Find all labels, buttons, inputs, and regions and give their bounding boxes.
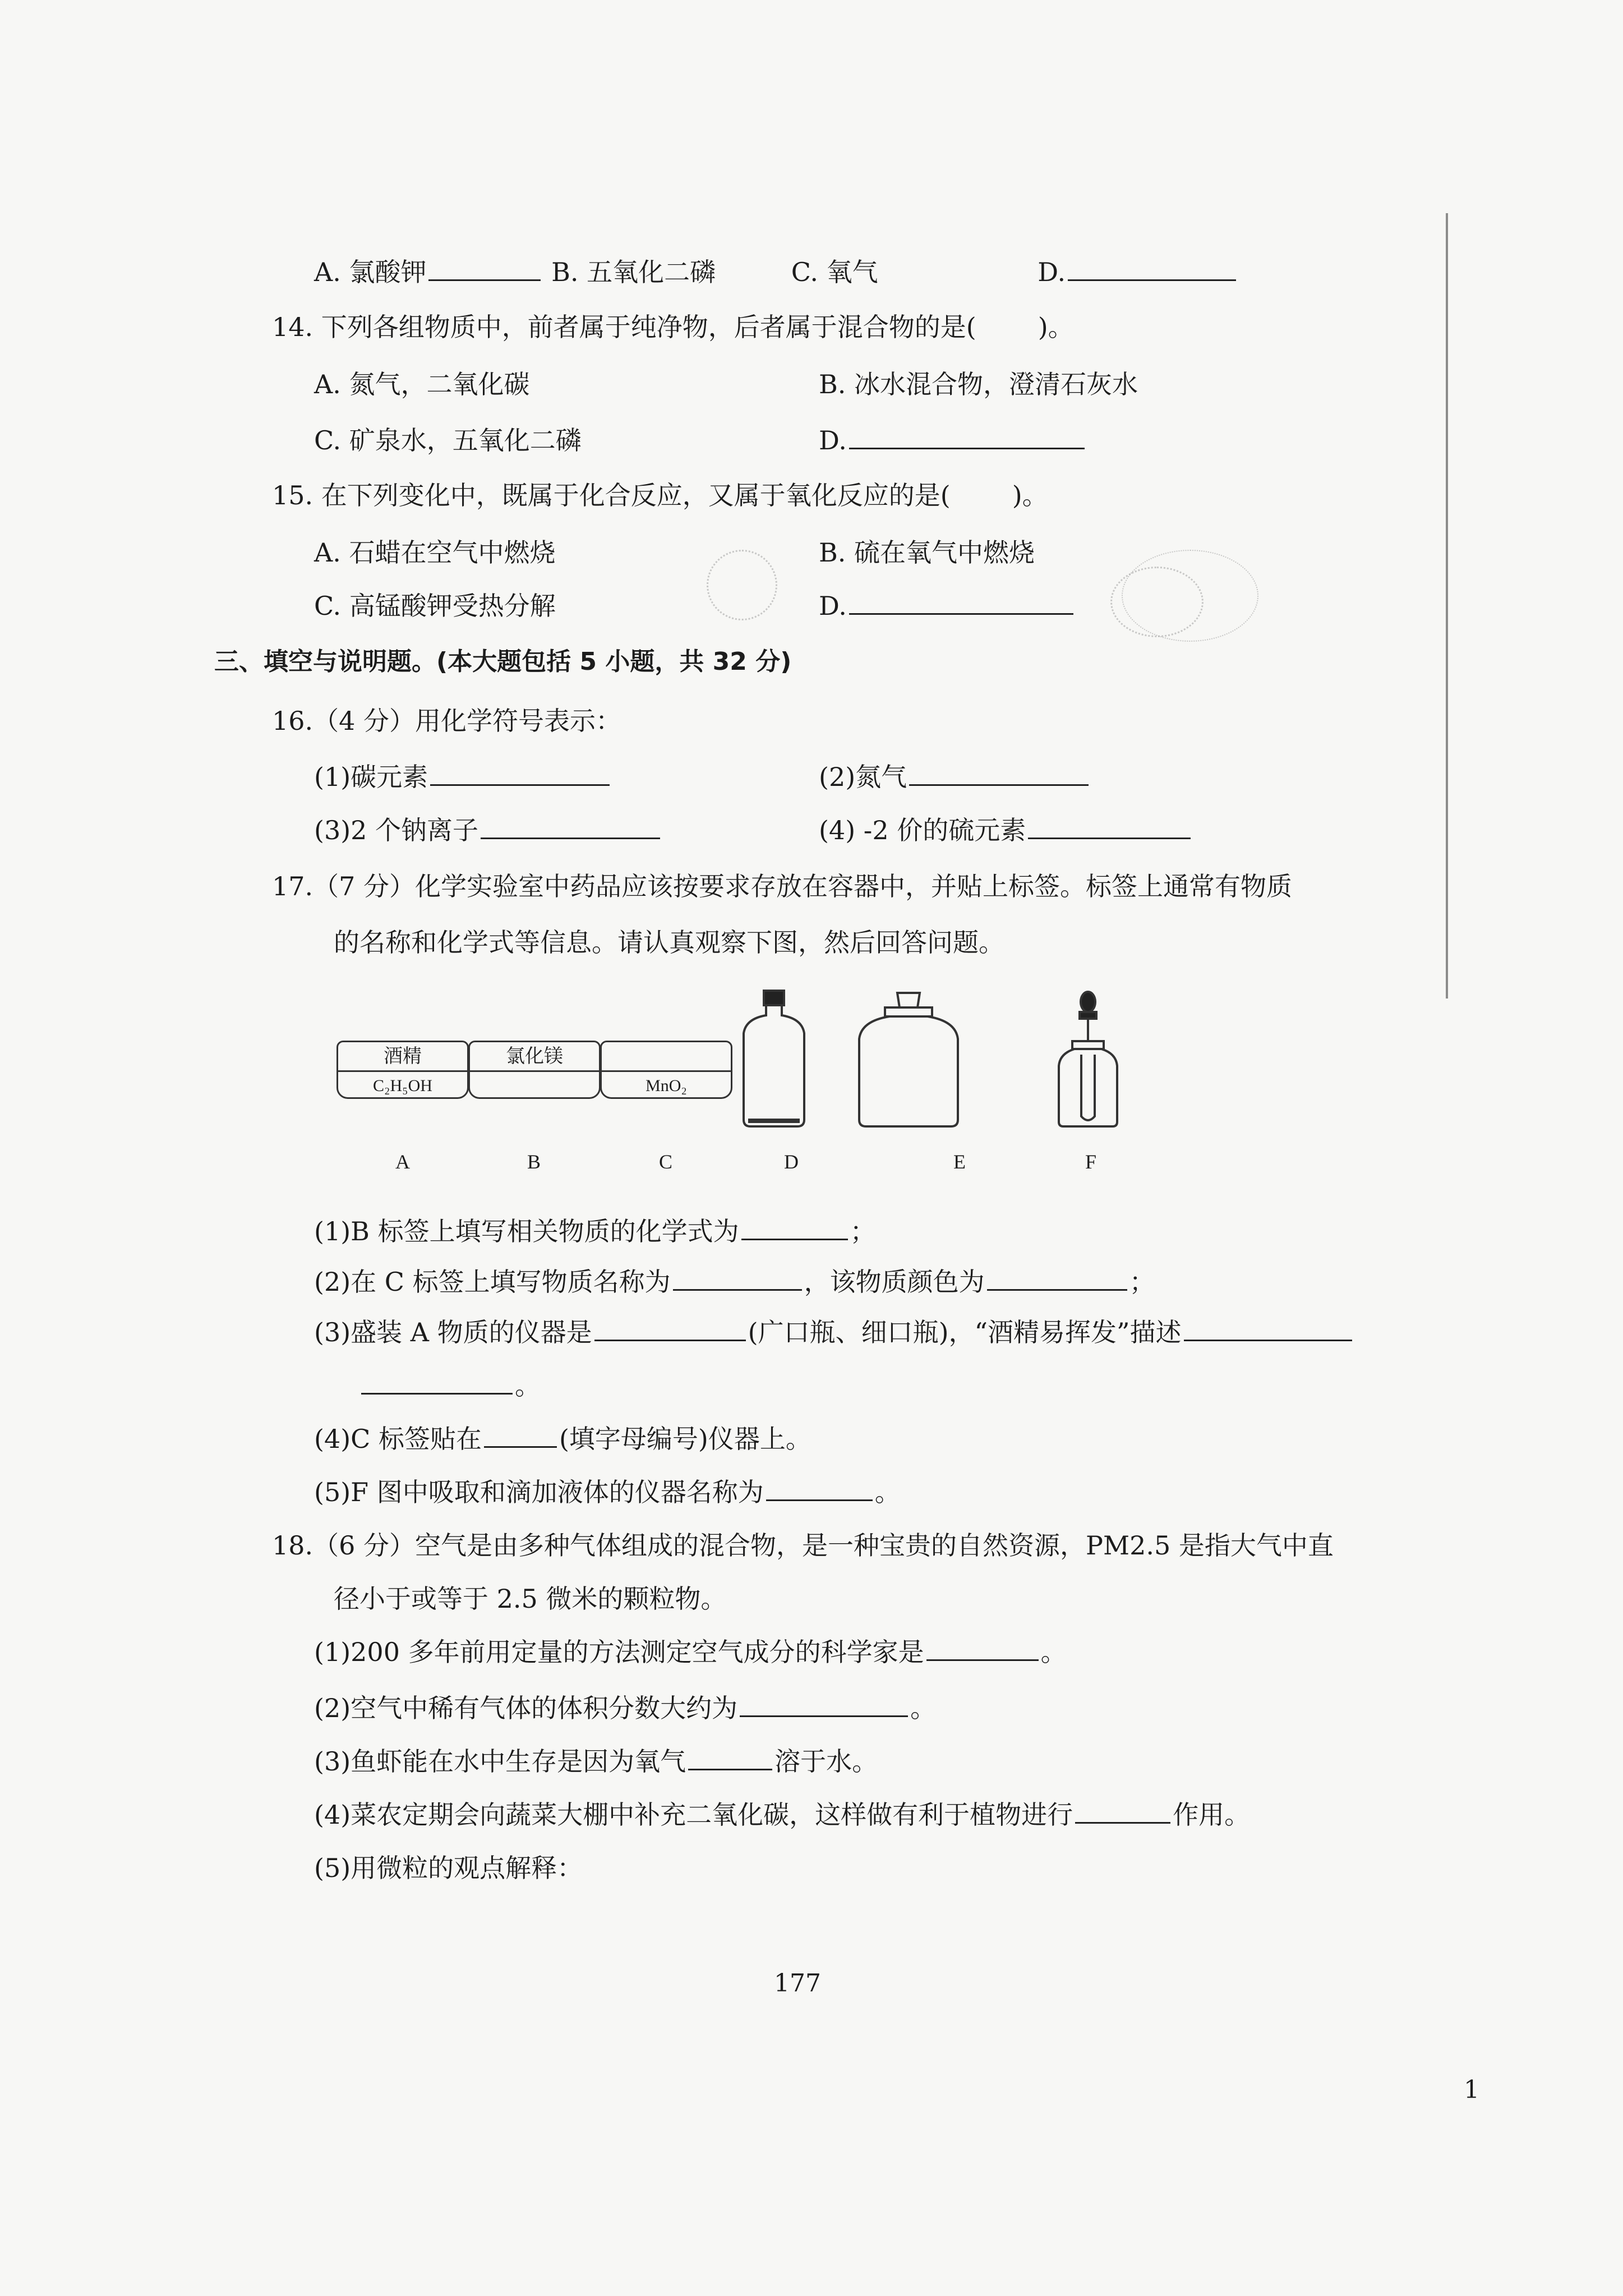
q13-option-a: A. 氯酸钾 — [314, 257, 427, 287]
q14-stem-text: 14. 下列各组物质中，前者属于纯净物，后者属于混合物的是( — [272, 312, 976, 342]
q17-part-3-text: (3)盛装 A 物质的仪器是 — [314, 1317, 592, 1347]
q14-stem — [272, 310, 1074, 344]
q17-part-1 — [314, 1214, 876, 1248]
q17-part-4-text: (4)C 标签贴在 — [314, 1424, 482, 1454]
q15-stem-text: 15. 在下列变化中，既属于化合反应，又属于氧化反应的是( — [272, 480, 951, 510]
q14-option-c-text: C. 矿泉水，五氧化二磷 — [314, 425, 582, 455]
caption-c: C — [659, 1151, 673, 1173]
q14-option-b — [819, 367, 1138, 401]
q15-option-a — [314, 536, 555, 569]
q17-part-1-end: ； — [850, 1216, 876, 1246]
q17-part-2-text: (2)在 C 标签上填写物质名称为 — [314, 1267, 671, 1297]
caption-a: A — [395, 1151, 410, 1173]
q16-part-4 — [819, 813, 1193, 847]
q15-option-d-text: D. — [819, 591, 847, 621]
faint-stamp-left — [707, 550, 777, 620]
q17-part-3-mid: (广口瓶、细口瓶)，“酒精易挥发”描述 — [748, 1317, 1182, 1347]
q14-option-b-text: B. 冰水混合物，澄清石灰水 — [819, 369, 1138, 399]
caption-d: D — [784, 1151, 799, 1173]
q18-part-5: (5)用微粒的观点解释： — [314, 1853, 583, 1883]
q14-option-d — [819, 424, 1087, 457]
q16-part-1-text: (1)碳元素 — [314, 762, 428, 792]
corner-number: 1 — [1464, 2076, 1479, 2104]
apparatus-figure — [729, 987, 1133, 1133]
q15-option-c-text: C. 高锰酸钾受热分解 — [314, 591, 556, 621]
label-c-name-blank — [602, 1042, 731, 1072]
q18-part-4-text: (4)菜农定期会向蔬菜大棚中补充二氧化碳，这样做有利于植物进行 — [314, 1800, 1073, 1830]
q18-stem-line-2: 径小于或等于 2.5 微米的颗粒物。 — [334, 1584, 727, 1614]
caption-b: B — [527, 1151, 541, 1173]
q18-part-3-text: (3)鱼虾能在水中生存是因为氧气 — [314, 1746, 686, 1777]
q17-part-1-text: (1)B 标签上填写相关物质的化学式为 — [314, 1216, 739, 1246]
q17-part-5-text: (5)F 图中吸取和滴加液体的仪器名称为 — [314, 1477, 764, 1507]
q13-option-c: C. 氧气 — [791, 257, 878, 287]
q17-part-2-end: ； — [1129, 1267, 1155, 1297]
label-a — [336, 1041, 469, 1099]
caption-e: E — [953, 1151, 966, 1173]
q17-stem-line-1: 17.（7 分）化学实验室中药品应该按要求存放在容器中，并贴上标签。标签上通常有物质 — [272, 871, 1293, 901]
q17-part-4 — [314, 1422, 811, 1456]
q15-stem-end: )。 — [1012, 480, 1048, 510]
q18-part-3-end: 溶于水。 — [774, 1746, 878, 1777]
q16-part-3-text: (3)2 个钠离子 — [314, 815, 479, 845]
q17-part-4-end: (填字母编号)仪器上。 — [559, 1424, 811, 1454]
q15-option-d — [819, 589, 1076, 623]
q16-part-3 — [314, 813, 662, 847]
q13-option-b: B. 五氧化二磷 — [551, 257, 716, 287]
faint-stamp-far — [1122, 550, 1258, 642]
label-c-formula: MnO₂ — [645, 1076, 687, 1095]
q15-option-b — [819, 536, 1035, 569]
q16-part-4-text: (4) -2 价的硫元素 — [819, 815, 1026, 845]
q18-part-2-text: (2)空气中稀有气体的体积分数大约为 — [314, 1693, 738, 1723]
q15-option-a-text: A. 石蜡在空气中燃烧 — [314, 537, 556, 568]
q17-stem-line-2: 的名称和化学式等信息。请认真观察下图，然后回答问题。 — [334, 927, 1004, 958]
q18-part-2-end: 。 — [910, 1693, 937, 1723]
q18-part-1 — [314, 1635, 1067, 1669]
page-number: 177 — [774, 1969, 821, 1998]
q17-part-2-mid: ，该物质颜色为 — [804, 1267, 985, 1297]
q17-part-5 — [314, 1475, 901, 1509]
q16-part-1 — [314, 760, 612, 794]
q14-option-d-text: D. — [819, 425, 847, 455]
label-b — [468, 1041, 601, 1099]
q13-options-row — [314, 255, 1238, 289]
q18-part-1-end: 。 — [1040, 1637, 1067, 1667]
label-a-formula: C₂H₅OH — [373, 1076, 432, 1095]
caption-f: F — [1085, 1151, 1097, 1173]
q14-stem-end: )。 — [1038, 312, 1074, 342]
q18-part-1-text: (1)200 多年前用定量的方法测定空气成分的科学家是 — [314, 1637, 924, 1667]
q17-part-3-end: 。 — [515, 1370, 541, 1401]
q14-option-a — [314, 367, 529, 401]
label-b-name: 氯化镁 — [470, 1042, 599, 1072]
bottle-d-narrow-mouth — [744, 991, 804, 1126]
label-a-name: 酒精 — [338, 1042, 467, 1072]
q18-part-3 — [314, 1745, 878, 1778]
q18-part-4-end: 作用。 — [1173, 1800, 1251, 1830]
q13-option-d: D. — [1038, 257, 1066, 287]
q16-part-2-text: (2)氮气 — [819, 762, 907, 792]
q17-part-5-end: 。 — [874, 1477, 901, 1507]
q15-stem — [272, 478, 1048, 512]
section-3-title: 三、填空与说明题。(本大题包括 5 小题，共 32 分) — [214, 647, 792, 676]
q18-part-2 — [314, 1691, 936, 1725]
q17-part-2 — [314, 1265, 1155, 1299]
q14-option-a-text: A. 氮气，二氧化碳 — [314, 369, 530, 399]
q14-option-c — [314, 424, 582, 457]
q18-part-4 — [314, 1798, 1250, 1832]
scan-edge-line — [1446, 213, 1448, 999]
bottle-e-wide-mouth — [859, 993, 958, 1126]
q17-part-3 — [314, 1315, 1354, 1349]
q18-stem-line-1: 18.（6 分）空气是由多种气体组成的混合物，是一种宝贵的自然资源，PM2.5 是指大气中直 — [272, 1530, 1334, 1561]
q17-part-3-cont — [359, 1369, 541, 1402]
label-c — [600, 1041, 732, 1099]
q16-stem: 16.（4 分）用化学符号表示： — [272, 706, 622, 736]
q15-option-b-text: B. 硫在氧气中燃烧 — [819, 537, 1035, 568]
q15-option-c — [314, 589, 556, 623]
q16-part-2 — [819, 760, 1091, 794]
bottle-f-dropper — [1059, 992, 1117, 1126]
